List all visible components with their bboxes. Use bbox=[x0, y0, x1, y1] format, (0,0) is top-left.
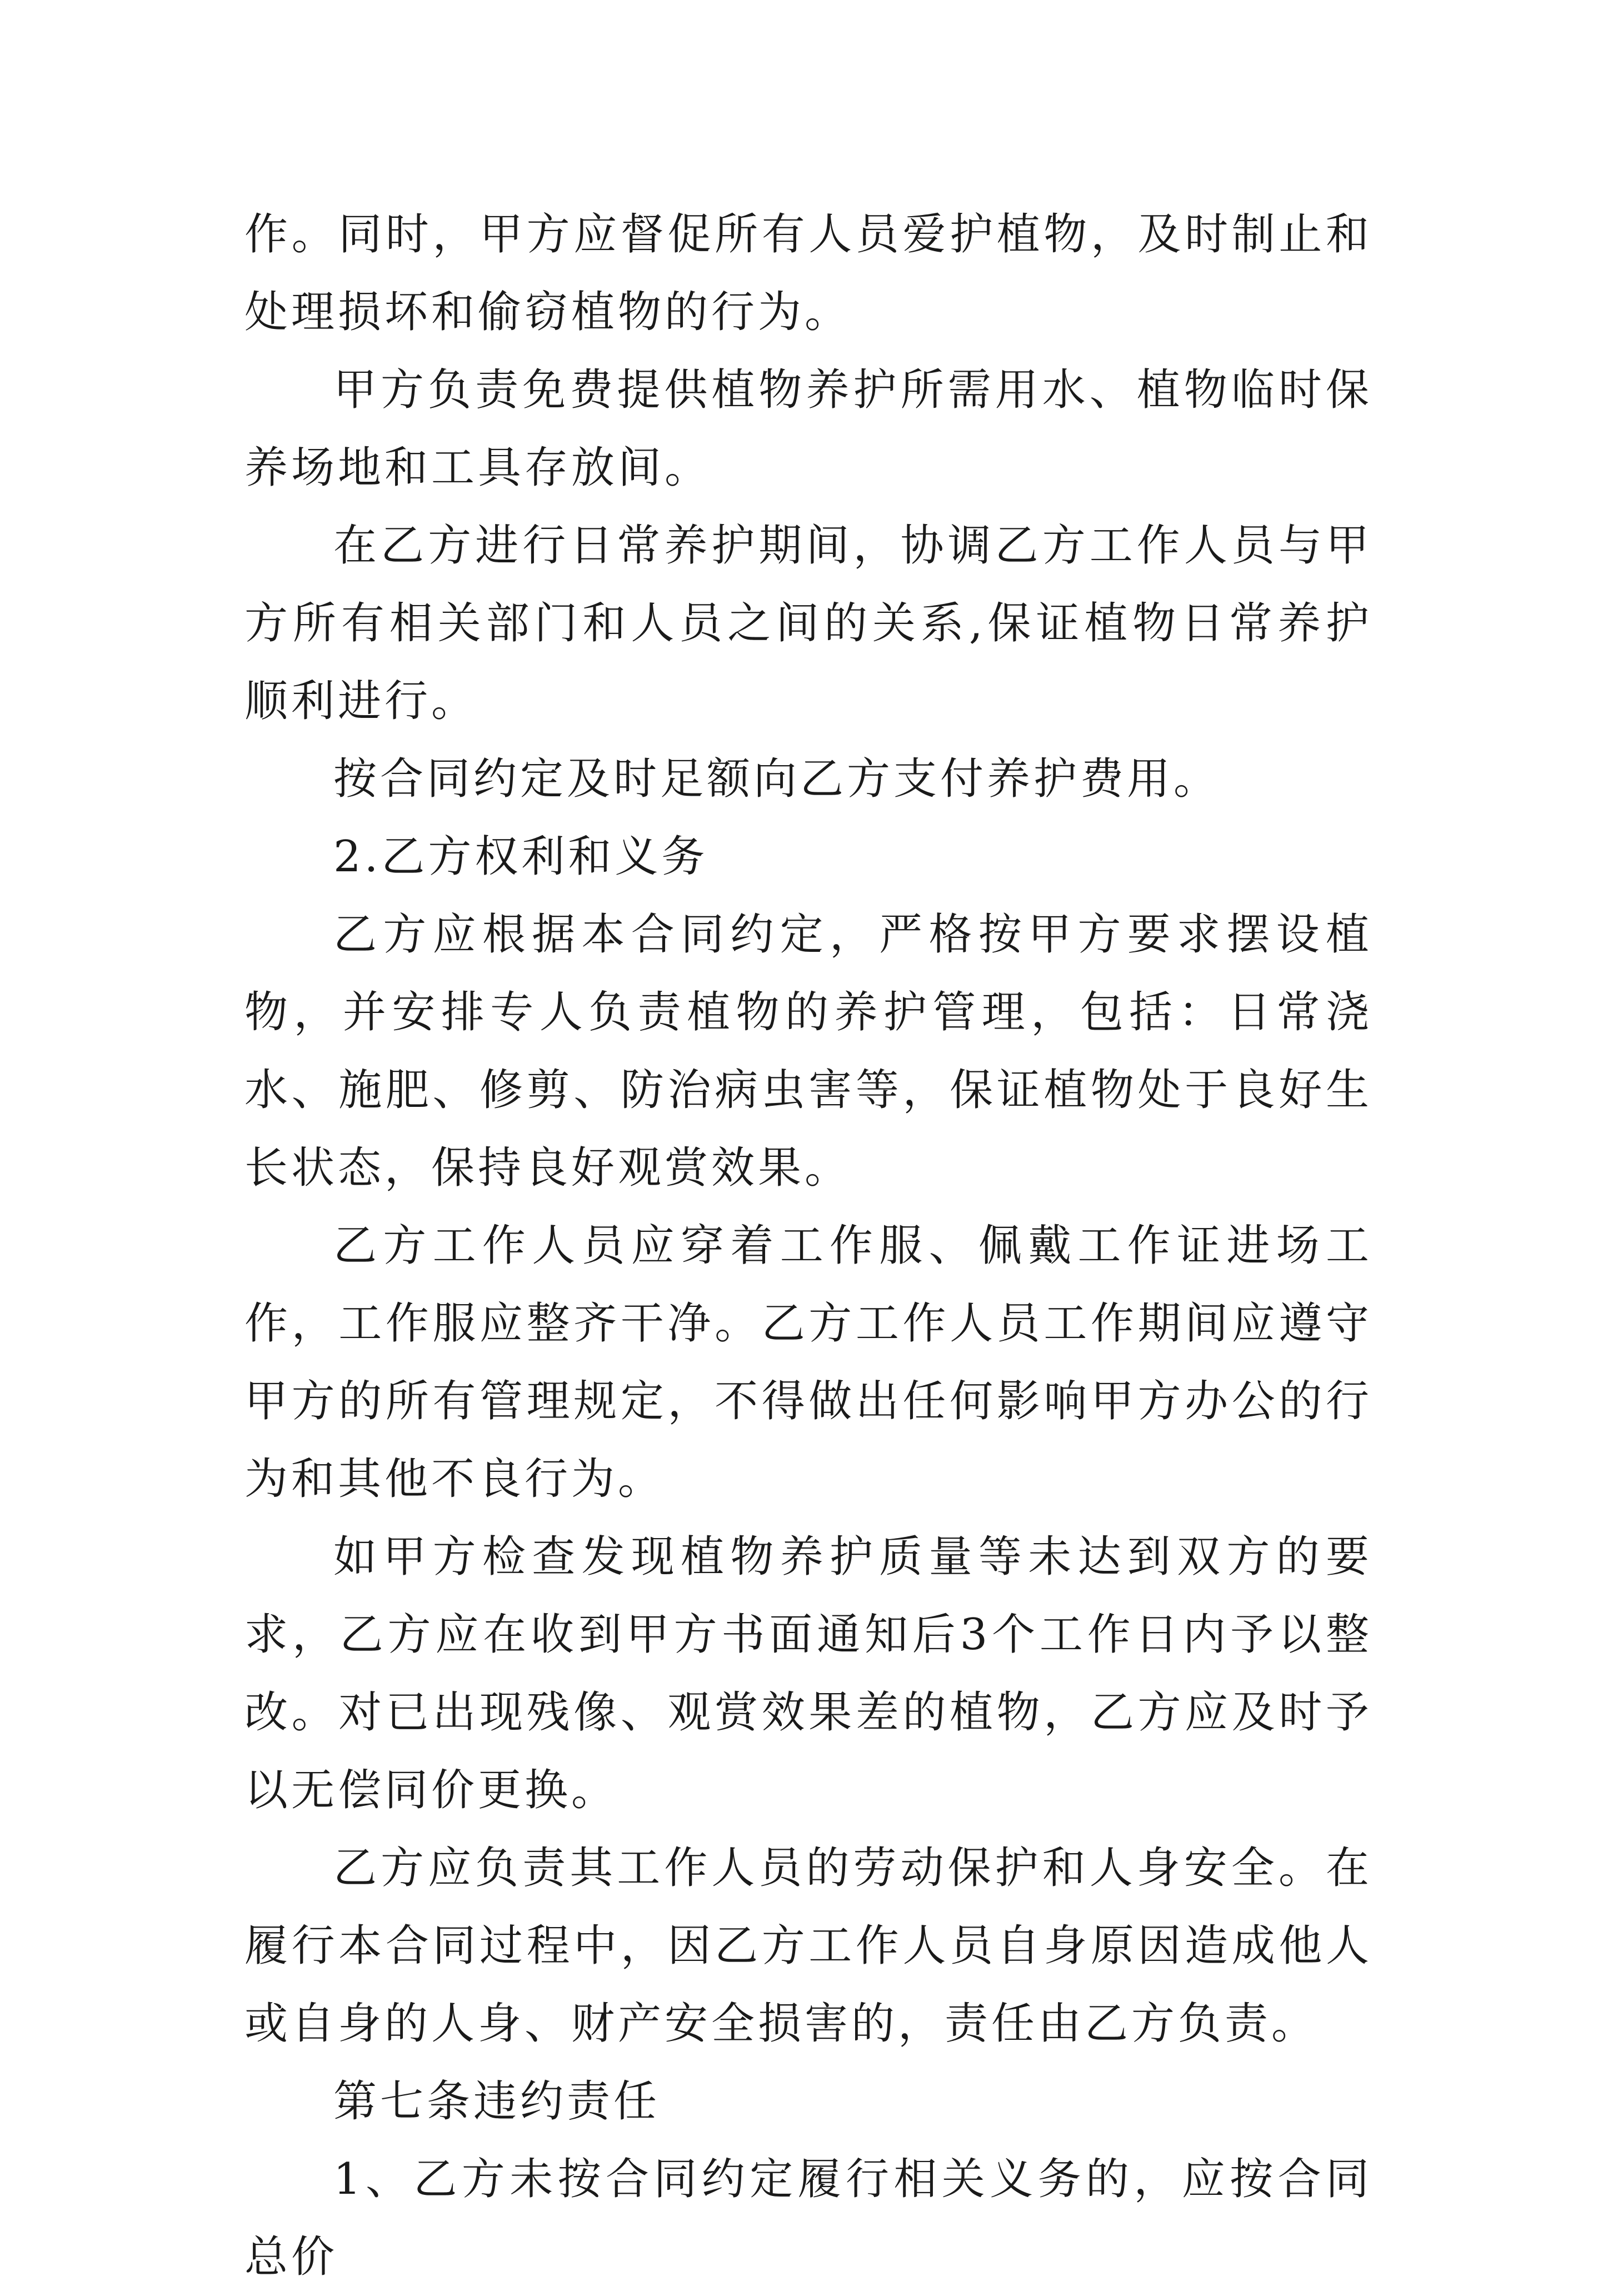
paragraph-4: 按合同约定及时足额向乙方支付养护费用。 bbox=[333, 754, 1221, 804]
article-heading-breach-liability: 第七条违约责任 bbox=[333, 2077, 661, 2127]
document-body bbox=[244, 196, 1372, 2296]
paragraph-11: 1、乙方未按合同约定履行相关义务的，应按合同总价 bbox=[244, 2154, 1372, 2282]
paragraph-9: 乙方应负责其工作人员的劳动保护和人身安全。在履行本合同过程中，因乙方工作人员自身原因造成他人或自身的人身、财产安全损害的，责任由乙方负责。 bbox=[244, 1843, 1372, 2049]
paragraph-1: 作。同时，甲方应督促所有人员爱护植物，及时制止和处理损坏和偷窃植物的行为。 bbox=[244, 209, 1372, 337]
paragraph-7: 乙方工作人员应穿着工作服、佩戴工作证进场工作，工作服应整齐干净。乙方工作人员工作期间应遵守甲方的所有管理规定，不得做出任何影响甲方办公的行为和其他不良行为。 bbox=[244, 1221, 1372, 1504]
section-heading-party-b-rights: 2.乙方权利和义务 bbox=[333, 832, 708, 882]
paragraph-2: 甲方负责免费提供植物养护所需用水、植物临时保养场地和工具存放间。 bbox=[244, 365, 1372, 493]
paragraph-6: 乙方应根据本合同约定，严格按甲方要求摆设植物，并安排专人负责植物的养护管理，包括：日常浇水、施肥、修剪、防治病虫害等，保证植物处于良好生长状态，保持良好观赏效果。 bbox=[244, 910, 1372, 1193]
paragraph-3: 在乙方进行日常养护期间，协调乙方工作人员与甲方所有相关部门和人员之间的关系,保证植物日常养护顺利进行。 bbox=[244, 521, 1372, 726]
paragraph-8: 如甲方检查发现植物养护质量等未达到双方的要求，乙方应在收到甲方书面通知后3个工作日内予以整改。对已出现残像、观赏效果差的植物，乙方应及时予以无偿同价更换。 bbox=[244, 1532, 1372, 1815]
